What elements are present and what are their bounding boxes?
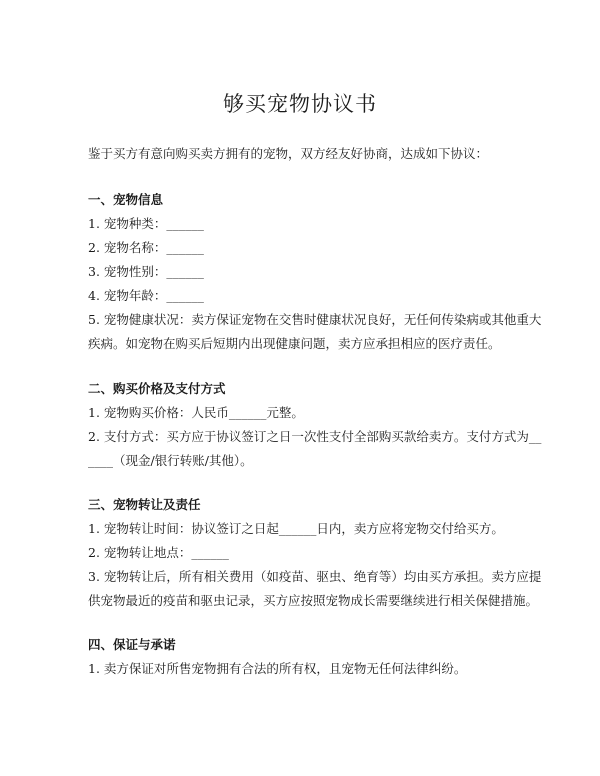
transfer-location-line: 2. 宠物转让地点：______ [88,545,229,560]
document-title: 够买宠物协议书 [223,92,377,116]
section-heading-transfer: 三、宠物转让及责任 [88,497,201,512]
purchase-price-line: 1. 宠物购买价格：人民币______元整。 [88,405,304,420]
section-heading-price-payment: 二、购买价格及支付方式 [88,381,226,396]
intro-paragraph: 鉴于买方有意向购买卖方拥有的宠物，双方经友好协商，达成如下协议： [88,146,489,161]
ownership-guarantee-line: 1. 卖方保证对所售宠物拥有合法的所有权，且宠物无任何法律纠纷。 [88,661,467,676]
transfer-costs-line-1: 3. 宠物转让后，所有相关费用（如疫苗、驱虫、绝育等）均由买方承担。卖方应提 [88,569,542,584]
pet-age-line: 4. 宠物年龄：______ [88,288,204,303]
pet-gender-line: 3. 宠物性别：______ [88,264,204,279]
pet-health-line-2: 疾病。如宠物在购买后短期内出现健康问题，卖方应承担相应的医疗责任。 [88,336,501,351]
transfer-time-line: 1. 宠物转让时间：协议签订之日起______日内，卖方应将宠物交付给买方。 [88,521,504,536]
pet-health-line-1: 5. 宠物健康状况：卖方保证宠物在交售时健康状况良好，无任何传染病或其他重大 [88,312,542,327]
pet-type-line: 1. 宠物种类：______ [88,216,204,231]
payment-method-line-1: 2. 支付方式：买方应于协议签订之日一次性支付全部购买款给卖方。支付方式为__ [88,429,542,444]
section-heading-guarantee: 四、保证与承诺 [88,637,176,652]
section-heading-pet-info: 一、宠物信息 [88,192,164,207]
transfer-costs-line-2: 供宠物最近的疫苗和驱虫记录，买方应按照宠物成长需要继续进行相关保健措施。 [88,593,539,608]
pet-name-line: 2. 宠物名称：______ [88,240,204,255]
payment-method-line-2: ____（现金/银行转账/其他）。 [88,453,253,468]
